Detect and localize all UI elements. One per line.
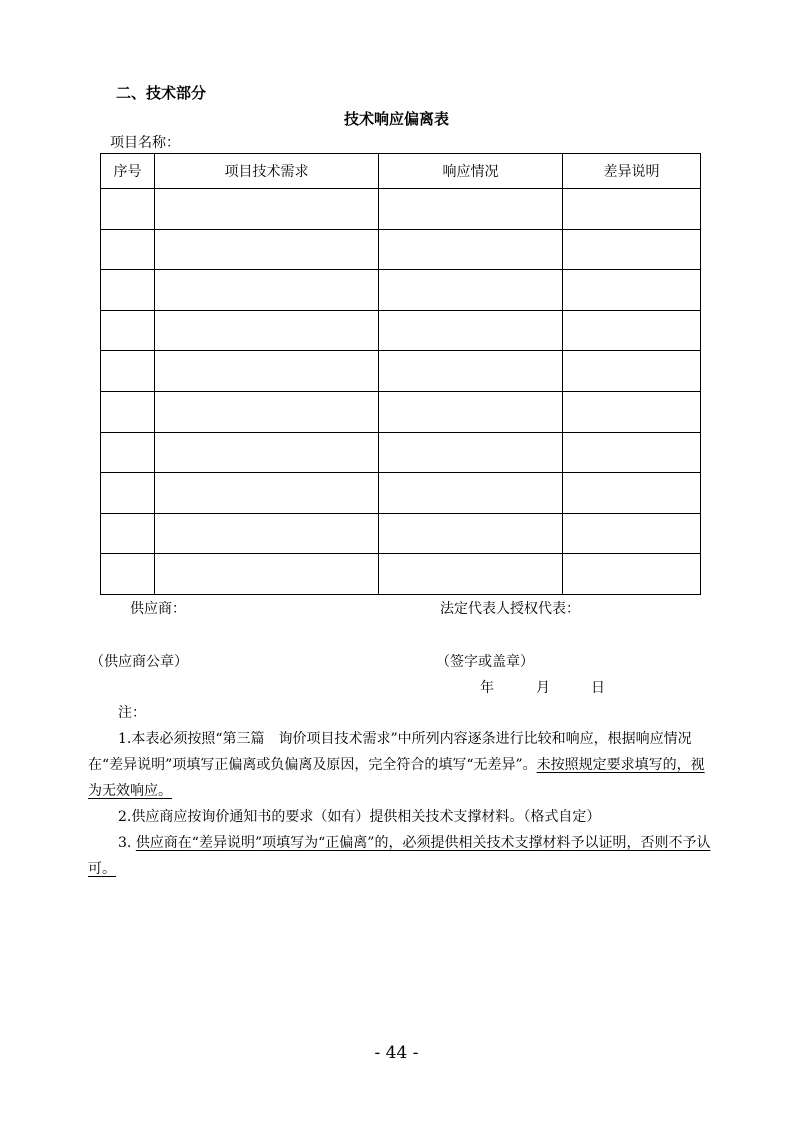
table-row — [101, 432, 701, 473]
difference-cell[interactable] — [563, 189, 701, 230]
requirement-cell[interactable] — [155, 473, 379, 514]
table-row — [101, 473, 701, 514]
legal-rep-label: 法定代表人授权代表： — [440, 601, 580, 617]
page-number: - 44 - — [374, 1043, 419, 1063]
table-row — [101, 270, 701, 311]
response-cell[interactable] — [379, 351, 563, 392]
difference-cell[interactable] — [563, 229, 701, 270]
index-cell[interactable] — [101, 189, 155, 230]
requirement-cell[interactable] — [155, 270, 379, 311]
notes — [88, 726, 718, 882]
response-cell[interactable] — [379, 189, 563, 230]
header-tech-requirement: 项目技术需求 — [155, 154, 379, 189]
date-year: 年 — [480, 680, 494, 696]
date-day: 日 — [591, 680, 605, 696]
supplier-label: 供应商： — [130, 601, 186, 617]
deviation-table — [100, 153, 701, 595]
response-cell[interactable] — [379, 432, 563, 473]
index-cell[interactable] — [101, 473, 155, 514]
note-1-underlined: 未按照规定要求填写的，视为无效响应。 — [88, 757, 705, 799]
project-name-label: 项目名称： — [110, 135, 180, 151]
difference-cell[interactable] — [563, 391, 701, 432]
table-row — [101, 513, 701, 554]
index-cell[interactable] — [101, 513, 155, 554]
difference-cell[interactable] — [563, 351, 701, 392]
note-1-text: 1.本表必须按照“第三篇 询价项目技术需求”中所列内容逐条进行比较和响应，根据响应情况在“差异说明”项填写正偏离或负偏离及原因，完全符合的填写“无差异”。 — [88, 731, 692, 773]
table-row — [101, 310, 701, 351]
response-cell[interactable] — [379, 391, 563, 432]
notes-label: 注： — [118, 705, 146, 721]
difference-cell[interactable] — [563, 473, 701, 514]
table-header-row — [101, 154, 701, 189]
index-cell[interactable] — [101, 391, 155, 432]
response-cell[interactable] — [379, 310, 563, 351]
requirement-cell[interactable] — [155, 189, 379, 230]
response-cell[interactable] — [379, 229, 563, 270]
note-3-number: 3. — [118, 835, 136, 851]
table-row — [101, 554, 701, 595]
table-row — [101, 351, 701, 392]
requirement-cell[interactable] — [155, 229, 379, 270]
difference-cell[interactable] — [563, 554, 701, 595]
difference-cell[interactable] — [563, 513, 701, 554]
requirement-cell[interactable] — [155, 310, 379, 351]
index-cell[interactable] — [101, 270, 155, 311]
table-row — [101, 189, 701, 230]
requirement-cell[interactable] — [155, 391, 379, 432]
note-3-underlined: 供应商在“差异说明”项填写为“正偏离”的，必须提供相关技术支撑材料予以证明，否则不予认可。 — [88, 835, 711, 877]
supplier-seal: （供应商公章） — [90, 654, 188, 670]
date-month: 月 — [536, 680, 550, 696]
table-row — [101, 391, 701, 432]
section-heading: 二、技术部分 — [116, 84, 207, 102]
response-cell[interactable] — [379, 270, 563, 311]
form-title: 技术响应偏离表 — [343, 110, 449, 128]
index-cell[interactable] — [101, 229, 155, 270]
index-cell[interactable] — [101, 554, 155, 595]
header-response: 响应情况 — [379, 154, 563, 189]
requirement-cell[interactable] — [155, 554, 379, 595]
table-row — [101, 229, 701, 270]
note-item-1 — [88, 726, 718, 804]
note-item-2: 2.供应商应按询价通知书的要求（如有）提供相关技术支撑材料。（格式自定） — [118, 809, 601, 825]
index-cell[interactable] — [101, 310, 155, 351]
index-cell[interactable] — [101, 432, 155, 473]
difference-cell[interactable] — [563, 310, 701, 351]
requirement-cell[interactable] — [155, 513, 379, 554]
requirement-cell[interactable] — [155, 351, 379, 392]
response-cell[interactable] — [379, 513, 563, 554]
requirement-cell[interactable] — [155, 432, 379, 473]
index-cell[interactable] — [101, 351, 155, 392]
header-index: 序号 — [101, 154, 155, 189]
difference-cell[interactable] — [563, 432, 701, 473]
note-item-3 — [88, 830, 718, 882]
sign-or-seal: （签字或盖章） — [436, 654, 534, 670]
difference-cell[interactable] — [563, 270, 701, 311]
response-cell[interactable] — [379, 554, 563, 595]
header-difference-note: 差异说明 — [563, 154, 701, 189]
response-cell[interactable] — [379, 473, 563, 514]
